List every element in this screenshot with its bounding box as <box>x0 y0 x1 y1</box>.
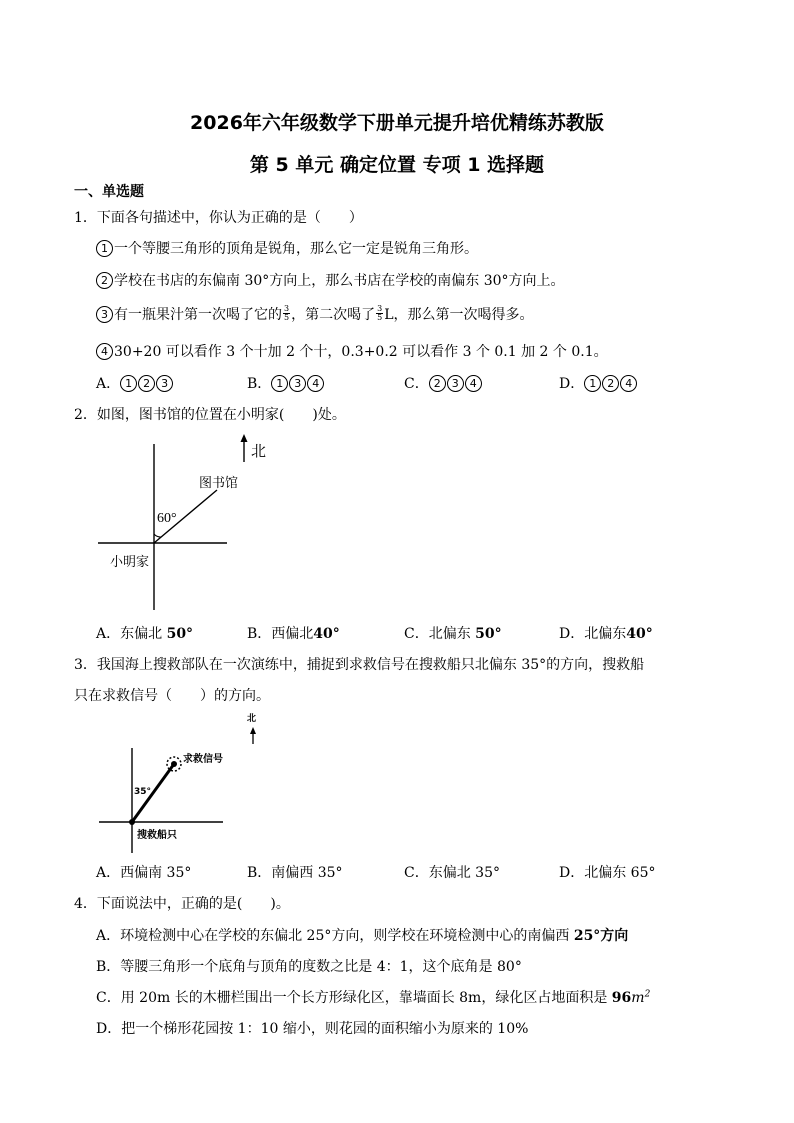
q3-stem-line-2: 只在求救信号（ ）的方向。 <box>74 688 270 704</box>
q4-option-a[interactable]: A．环境检测中心在学校的东偏北 25°方向，则学校在环境检测中心的南偏西 25°方向 <box>96 928 629 944</box>
fraction: $\frac{3}{5}$ <box>377 303 383 322</box>
north-label: 北 <box>251 444 267 460</box>
angle-label: 35° <box>134 787 152 797</box>
q3-stem-line-1: 3．我国海上搜救部队在一次演练中，捕捉到求救信号在搜救船只北偏东 35°的方向，搜救船 <box>74 657 645 673</box>
angle-label: 60° <box>157 511 177 526</box>
q1-option-b[interactable]: B． 1 3 4 <box>247 373 325 393</box>
q2-option-d[interactable]: D．北偏东40° <box>559 626 653 642</box>
q1-statement-1 <box>96 238 478 258</box>
circled-number: 2 <box>96 272 113 289</box>
document-title: 2026年六年级数学下册单元提升培优精练苏教版 <box>190 112 604 134</box>
statement-text: L，那么第一次喝得多。 <box>384 307 534 323</box>
q3-option-b[interactable]: B．南偏西 35° <box>247 865 343 881</box>
q3-option-a[interactable]: A．西偏南 35° <box>96 865 192 881</box>
signal-point <box>171 761 177 767</box>
circled-number: 3 <box>96 306 113 323</box>
north-label: 北 <box>247 714 256 724</box>
q4-option-c[interactable]: C．用 20m 长的木栅栏围出一个长方形绿化区，靠墙面长 8m，绿化区占地面积是 $96m^2$ <box>96 989 651 1006</box>
circled-number: 1 <box>96 240 113 257</box>
q2-option-a[interactable]: A．东偏北 50° <box>96 626 194 642</box>
statement-text: 30+20 可以看作 3 个十加 2 个十，0.3+0.2 可以看作 3 个 0.1 加 2 个 0.1。 <box>114 344 608 360</box>
statement-text: 一个等腰三角形的顶角是锐角，那么它一定是锐角三角形。 <box>114 241 478 257</box>
statement-text: 有一瓶果汁第一次喝了它的 <box>114 307 282 323</box>
ship-point <box>129 819 135 825</box>
library-label: 图书馆 <box>199 475 239 490</box>
section-heading: 一、单选题 <box>74 184 144 200</box>
q3-option-c[interactable]: C．东偏北 35° <box>404 865 500 881</box>
q1-option-c[interactable]: C． 2 3 4 <box>404 373 483 393</box>
q1-option-d[interactable]: D． 1 2 4 <box>559 373 638 393</box>
signal-label: 求救信号 <box>183 754 223 765</box>
north-arrow-head <box>250 727 256 734</box>
q3-figure <box>96 708 256 856</box>
q2-stem: 2．如图，图书馆的位置在小明家( )处。 <box>74 407 346 423</box>
q4-option-d[interactable]: D．把一个梯形花园按 1：10 缩小，则花园的面积缩小为原来的 10% <box>96 1021 529 1037</box>
q4-stem: 4．下面说法中，正确的是( )。 <box>74 896 290 912</box>
q1-statement-3 <box>96 304 533 324</box>
fraction: $\frac{3}{5}$ <box>284 303 290 322</box>
statement-text: 学校在书店的东偏南 30°方向上，那么书店在学校的南偏东 30°方向上。 <box>114 273 565 289</box>
q2-option-c[interactable]: C．北偏东 50° <box>404 626 502 642</box>
home-label: 小明家 <box>110 554 150 569</box>
q2-figure <box>90 432 290 617</box>
angle-arc <box>154 534 161 537</box>
north-arrow-head <box>241 434 248 442</box>
q4-option-b[interactable]: B．等腰三角形一个底角与顶角的度数之比是 4：1，这个底角是 80° <box>96 959 522 975</box>
q1-stem: 1．下面各句描述中，你认为正确的是（ ） <box>74 210 363 226</box>
q1-statement-4 <box>96 341 608 361</box>
q1-option-a[interactable]: A． 1 2 3 <box>96 373 174 393</box>
document-subtitle: 第 5 单元 确定位置 专项 1 选择题 <box>249 154 545 176</box>
ship-label: 搜救船只 <box>137 830 177 841</box>
q1-statement-2 <box>96 270 565 290</box>
q3-option-d[interactable]: D．北偏东 65° <box>559 865 656 881</box>
circled-number: 4 <box>96 343 113 360</box>
statement-text: ，第二次喝了 <box>291 307 376 323</box>
q2-option-b[interactable]: B．西偏北40° <box>247 626 340 642</box>
